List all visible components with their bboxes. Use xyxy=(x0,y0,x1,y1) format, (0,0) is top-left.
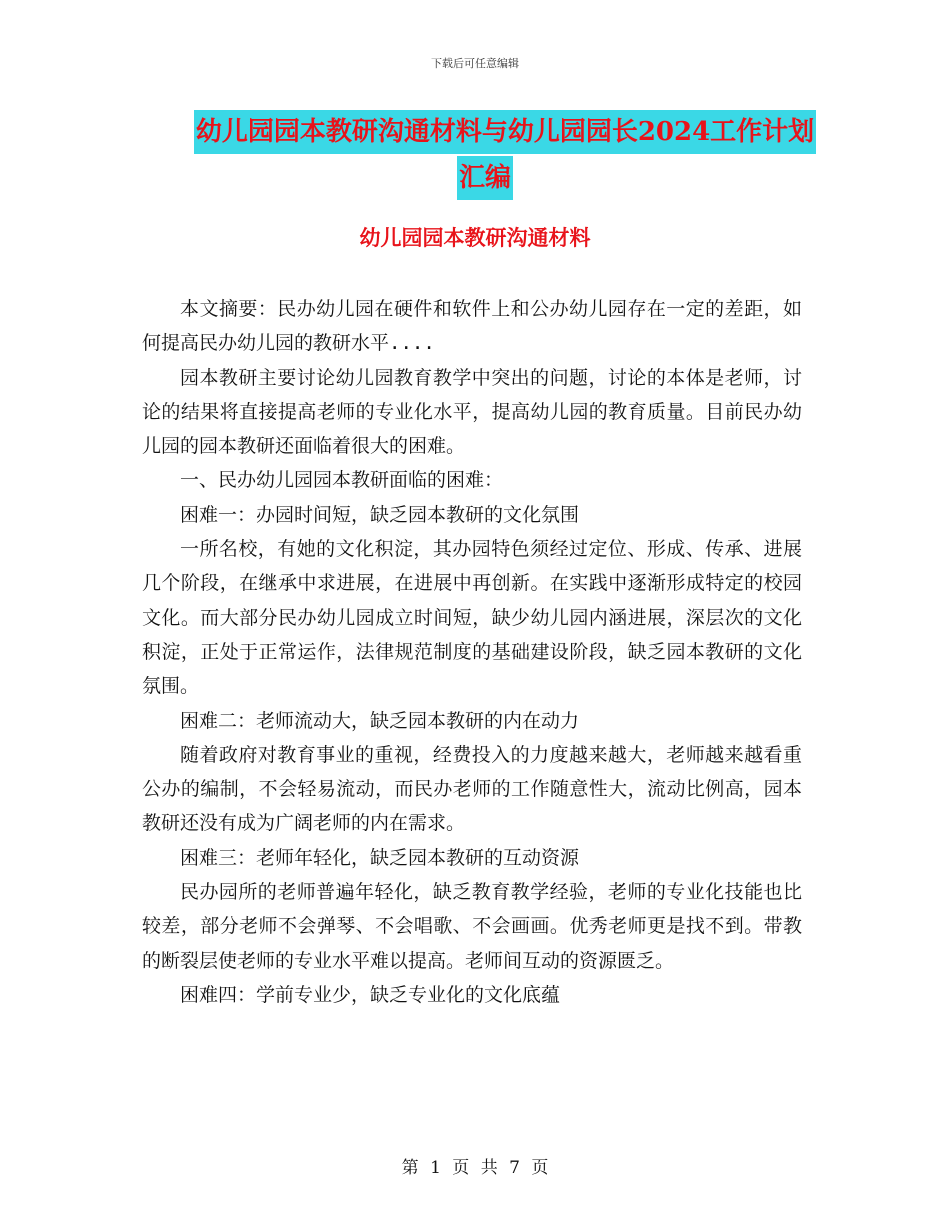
title-line-2: 汇编 xyxy=(457,156,513,200)
paragraph: 困难四：学前专业少，缺乏专业化的文化底蕴 xyxy=(180,983,561,1006)
page-number-footer: 第 1 页 共 7 页 xyxy=(401,1158,549,1178)
paragraph: 困难二：老师流动大，缺乏园本教研的内在动力 xyxy=(180,709,580,732)
paragraph: 困难三：老师年轻化，缺乏园本教研的互动资源 xyxy=(180,846,580,869)
document-title xyxy=(145,110,825,202)
paragraph: 民办园所的老师普遍年轻化，缺乏教育教学经验，老师的专业化技能也比较差，部分老师不会弹琴、不会唱歌、不会画画。优秀老师更是找不到。带教的断裂层使老师的专业水平难以提高。老师间互动的资源匮乏。 xyxy=(142,881,802,972)
page-header-note: 下载后可任意编辑 xyxy=(431,57,519,70)
paragraph: 本文摘要：民办幼儿园在硬件和软件上和公办幼儿园存在一定的差距，如何提高民办幼儿园的教研水平.... xyxy=(142,298,802,355)
title-line-1: 幼儿园园本教研沟通材料与幼儿园园长2024工作计划 xyxy=(194,110,816,154)
section-title: 幼儿园园本教研沟通材料 xyxy=(359,226,591,250)
paragraph: 园本教研主要讨论幼儿园教育教学中突出的问题，讨论的本体是老师，讨论的结果将直接提高老师的专业化水平，提高幼儿园的教育质量。目前民办幼儿园的园本教研还面临着很大的困难。 xyxy=(142,366,802,458)
paragraph: 随着政府对教育事业的重视，经费投入的力度越来越大，老师越来越看重公办的编制，不会轻易流动，而民办老师的工作随意性大，流动比例高，园本教研还没有成为广阔老师的内在需求。 xyxy=(142,743,802,835)
paragraph: 困难一：办园时间短，缺乏园本教研的文化氛围 xyxy=(180,503,580,526)
document-body xyxy=(142,292,802,1012)
paragraph: 一所名校，有她的文化积淀，其办园特色须经过定位、形成、传承、进展几个阶段，在继承中求进展，在进展中再创新。在实践中逐渐形成特定的校园文化。而大部分民办幼儿园成立时间短，缺少幼儿园内涵进展，深层次的文化积淀，正处于正常运作，法律规范制度的基础建设阶段，缺乏园本教研的文化氛围。 xyxy=(142,538,802,698)
paragraph: 一、民办幼儿园园本教研面临的困难： xyxy=(180,469,504,492)
